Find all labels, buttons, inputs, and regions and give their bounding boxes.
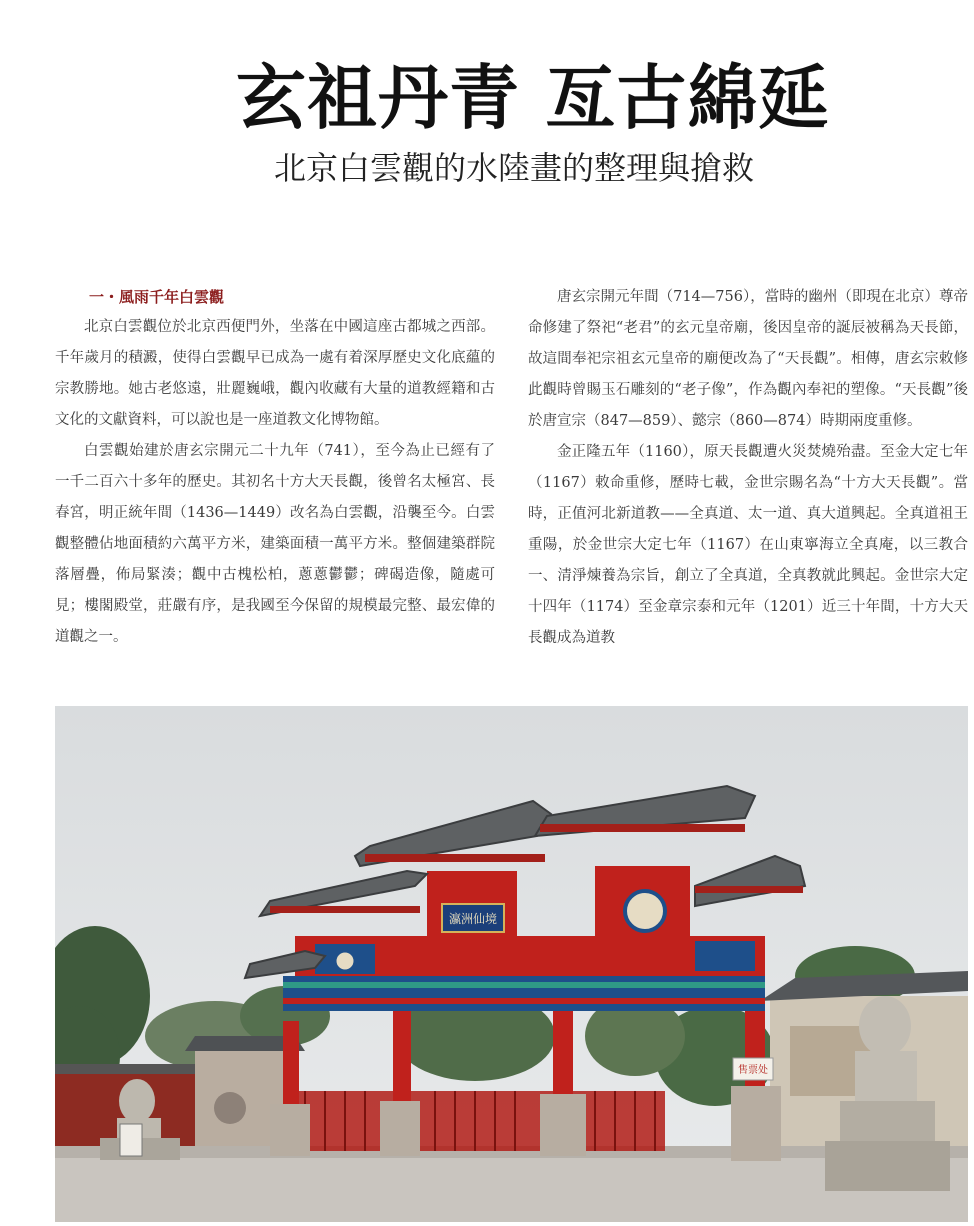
page-subtitle: 北京白雲觀的水陸畫的整理與搶救 [274,149,755,187]
section-heading: 一・風雨千年白雲觀 [89,288,225,306]
paragraph: 金正隆五年（1160），原天長觀遭火災焚燒殆盡。至金大定七年（1167）敕命重修，歷時七載，金世宗賜名為“十方大天長觀”。當時，正值河北新道教——全真道、太一道、真大道興起。全真道祖王重陽，於金世宗大定七年（1167）在山東寧海立全真庵，以三教合一、清淨煉養為宗旨，創立了全真道，全真教就此興起。金世宗大定十四年（1174）至金章宗泰和元年（1201）近三十年間，十方大天長觀成為道教 [528,444,968,646]
gate-medallion [625,891,665,931]
stone-tablet [120,1124,142,1156]
paragraph: 北京白雲觀位於北京西便門外，坐落在中國這座古都城之西部。千年歲月的積澱，使得白雲觀早已成為一處有着深厚歷史文化底蘊的宗教勝地。她古老悠遠，壯麗巍峨，觀內收藏有大量的道教經籍和古文化的文獻資料，可以說也是一座道教文化博物館。 [55,319,495,428]
gate-medallion [335,951,355,971]
page-title: 玄祖丹青 亙古綿延 [236,57,830,139]
gate-plaque [442,904,504,932]
paifang-gate-photo [55,706,968,1222]
paragraph: 白雲觀始建於唐玄宗開元二十九年（741），至今為止已經有了一千二百六十多年的歷史。其初名十方大天長觀，後曾名太極宮、長春宮，明正統年間（1436—1449）改名為白雲觀，沿襲至今。白雲觀整體佔地面積約六萬平方米，建築面積一萬平方米。整個建築群院落層疊，佈局緊湊；觀中古槐松柏，蔥蔥鬱鬱；碑碣造像，隨處可見；樓閣殿堂，莊嚴有序，是我國至今保留的規模最完整、最宏偉的道觀之一。 [55,443,495,645]
red-fence [295,1091,665,1151]
ticket-sign-text: 售票处 [738,1065,768,1076]
left-text-column [55,282,495,653]
right-text-column [528,282,968,654]
gate-plaque-text: 瀛洲仙境 [448,912,498,926]
ticket-office-sign [733,1058,773,1080]
paragraph: 唐玄宗開元年間（714—756），當時的幽州（即現在北京）尊帝命修建了祭祀“老君”的玄元皇帝廟，後因皇帝的誕辰被稱為天長節，故這間奉祀宗祖玄元皇帝的廟便改為了“天長觀”。相傳，唐玄宗敕修此觀時曾賜玉石雕刻的“老子像”，作為觀內奉祀的塑像。“天長觀”後於唐宣宗（847—859）、懿宗（860—874）時期兩度重修。 [528,289,968,429]
